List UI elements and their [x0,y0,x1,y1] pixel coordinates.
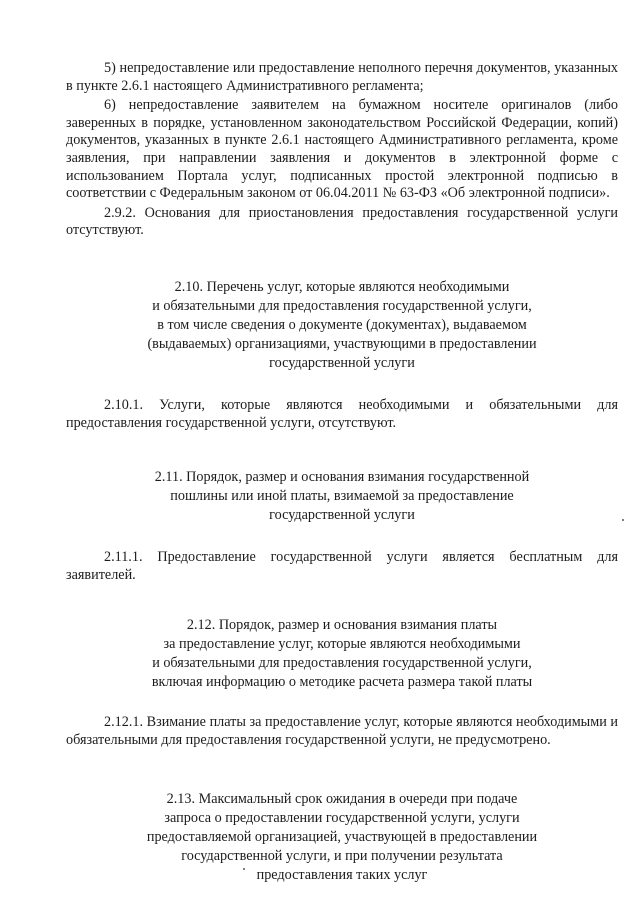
scan-dot [622,519,624,521]
list-item-6: 6) непредоставление заявителем на бумажном носителе оригиналов (либо заверенных в порядке, установленном законодательством Российской Федерации, копий) документов, указанных в пункте 2.6.1 настоящего Административного регламента, кроме заявления, при направлении заявления и документов в электронной форме с использованием Портала услуг, подписанных простой электронной подписью в соответствии с Федеральным законом от 06.04.2011 № 63-ФЗ «Об электронной подписи». [66,97,618,202]
paragraph-2-10-1: 2.10.1. Услуги, которые являются необходимыми и обязательными для предоставления государственной услуги, отсутствуют. [66,396,618,431]
list-item-5: 5) непредоставление или предоставление неполного перечня документов, указанных в пункте 2.6.1 настоящего Административного регламента; [66,60,618,94]
section-heading-2-10: 2.10. Перечень услуг, которые являются необходимыми и обязательными для предоставления государственной услуги, в том числе сведения о документе (документах), выдаваемом (выдаваемых) организациями, участвующими в предоставлении государственной услуги [147,278,537,371]
scan-dot [243,868,245,870]
paragraph-2-12-1: 2.12.1. Взимание платы за предоставление услуг, которые являются необходимыми и обязательными для предоставления государственной услуги, не предусмотрено. [66,714,618,748]
paragraph-2-11-1: 2.11.1. Предоставление государственной услуги является бесплатным для заявителей. [66,549,618,583]
section-heading-2-13: 2.13. Максимальный срок ожидания в очереди при подаче запроса о предоставлении государственной услуги, услуги предоставляемой организацией, участвующей в предоставлении государственной услуги, и при получении результата предоставления таких услуг [146,790,538,883]
section-heading-2-11: 2.11. Порядок, размер и основания взимания государственной пошлины или иной платы, взимаемой за предоставление государственной услуги [154,469,530,524]
document-page [66,60,618,885]
section-heading-2-12: 2.12. Порядок, размер и основания взимания платы за предоставление услуг, которые являются необходимыми и обязательными для предоставления государственной услуги, включая информацию о методике расчета размера такой платы [151,617,533,691]
paragraph-2-9-2: 2.9.2. Основания для приостановления предоставления государственной услуги отсутствуют. [66,204,618,239]
